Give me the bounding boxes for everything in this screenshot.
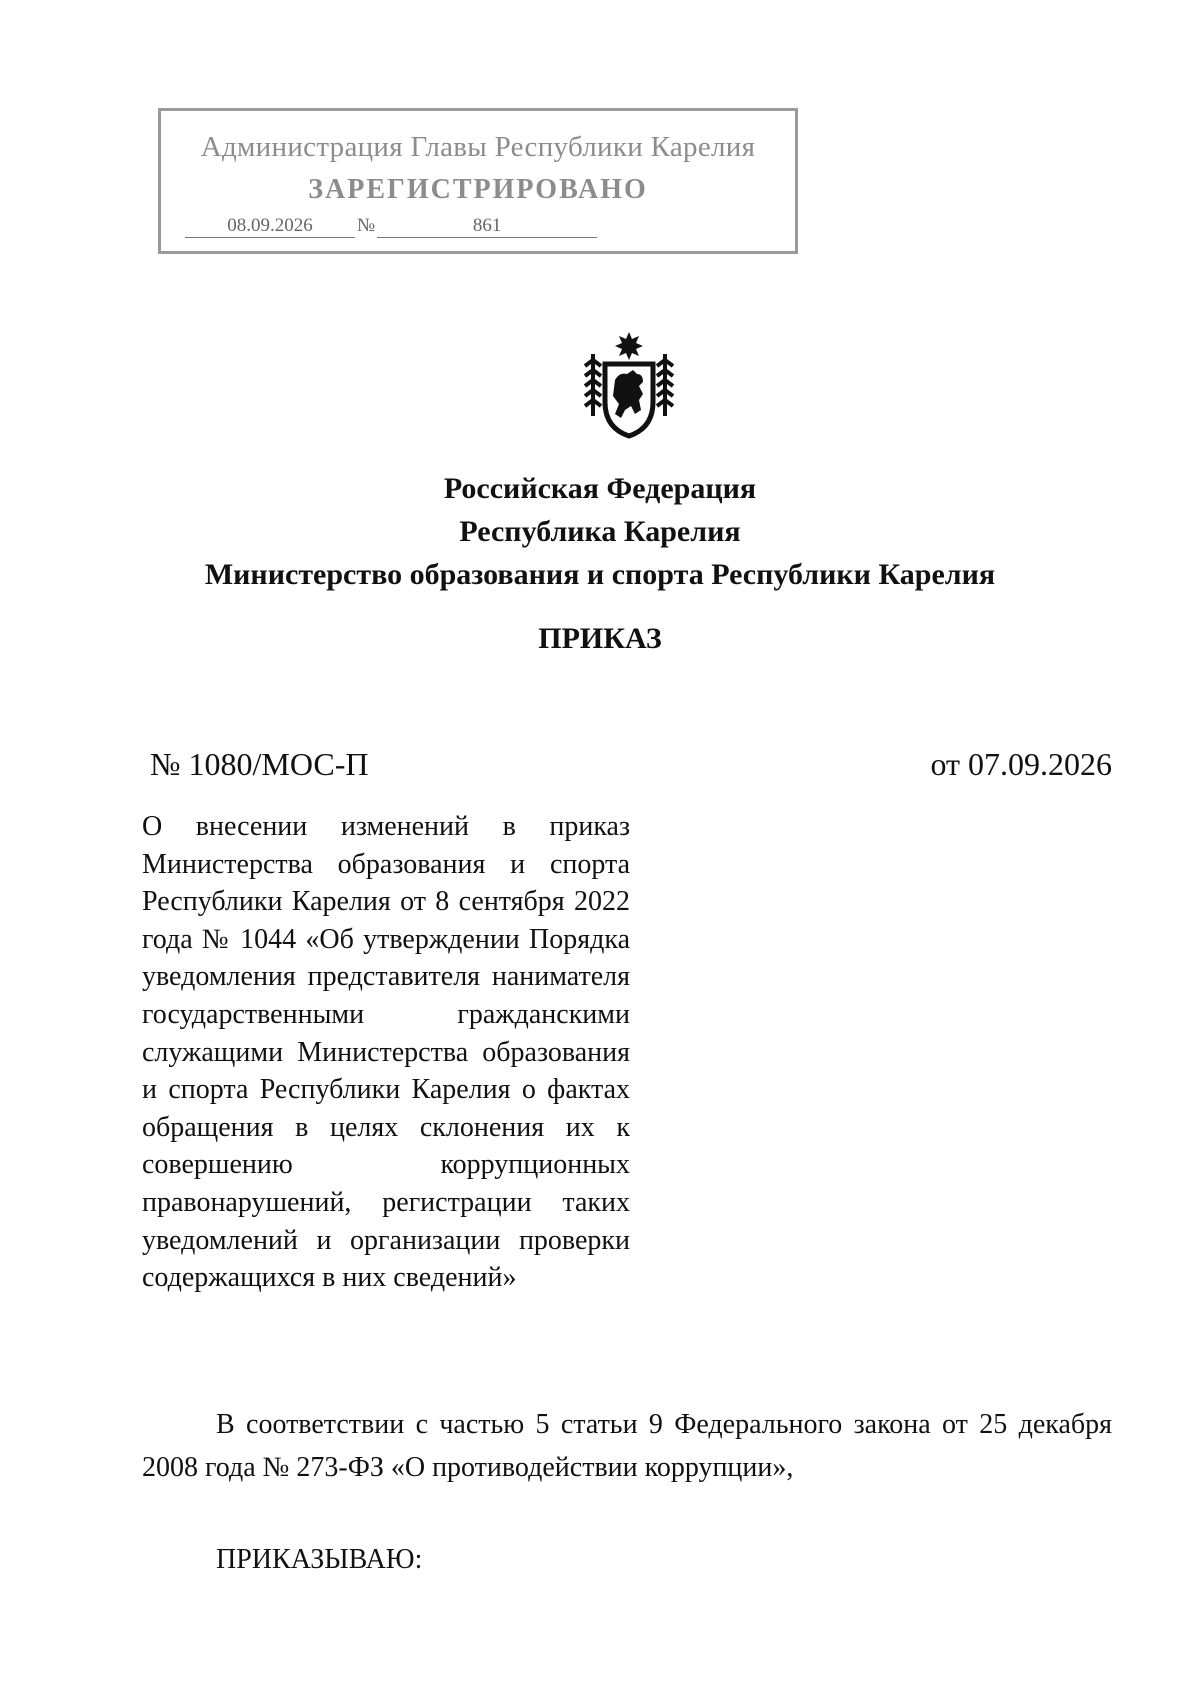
stamp-number: 861: [377, 215, 597, 238]
order-directive: ПРИКАЗЫВАЮ:: [216, 1544, 423, 1575]
registration-stamp: [158, 108, 798, 254]
right-branch-icon: [657, 354, 673, 416]
stamp-number-label: №: [357, 215, 376, 236]
stamp-registered: ЗАРЕГИСТРИРОВАНО: [308, 174, 648, 205]
stamp-registration-line: [185, 215, 597, 238]
header-country: Российская Федерация: [443, 472, 757, 505]
stamp-date: 08.09.2026: [185, 215, 355, 238]
body-paragraph: В соответствии с частью 5 статьи 9 Федерального закона от 25 декабря 2008 года № 273-ФЗ «О противодействии коррупции»,: [142, 1409, 1112, 1483]
header-republic: Республика Карелия: [459, 515, 741, 548]
document-subject: О внесении изменений в приказ Министерства образования и спорта Республики Карелия от 8 сентября 2022 года № 1044 «Об утверждении Порядка уведомления представителя нанимателя государственными гражданскими служащими Министерства образования и спорта Республики Карелия о фактах обращения в целях склонения их к совершению коррупционных правонарушений, регистрации таких уведомлений и организации проверки содержащихся в них сведений»: [142, 811, 630, 1294]
coat-of-arms-icon: [583, 330, 675, 440]
document-number: № 1080/МОС-П: [150, 746, 369, 782]
header-ministry: Министерство образования и спорта Республики Карелия: [204, 558, 996, 591]
star-icon: [615, 332, 643, 360]
document-type: ПРИКАЗ: [538, 622, 662, 655]
left-branch-icon: [585, 354, 601, 416]
stamp-authority: Администрация Главы Республики Карелия: [200, 131, 756, 163]
document-date: от 07.09.2026: [930, 746, 1112, 782]
